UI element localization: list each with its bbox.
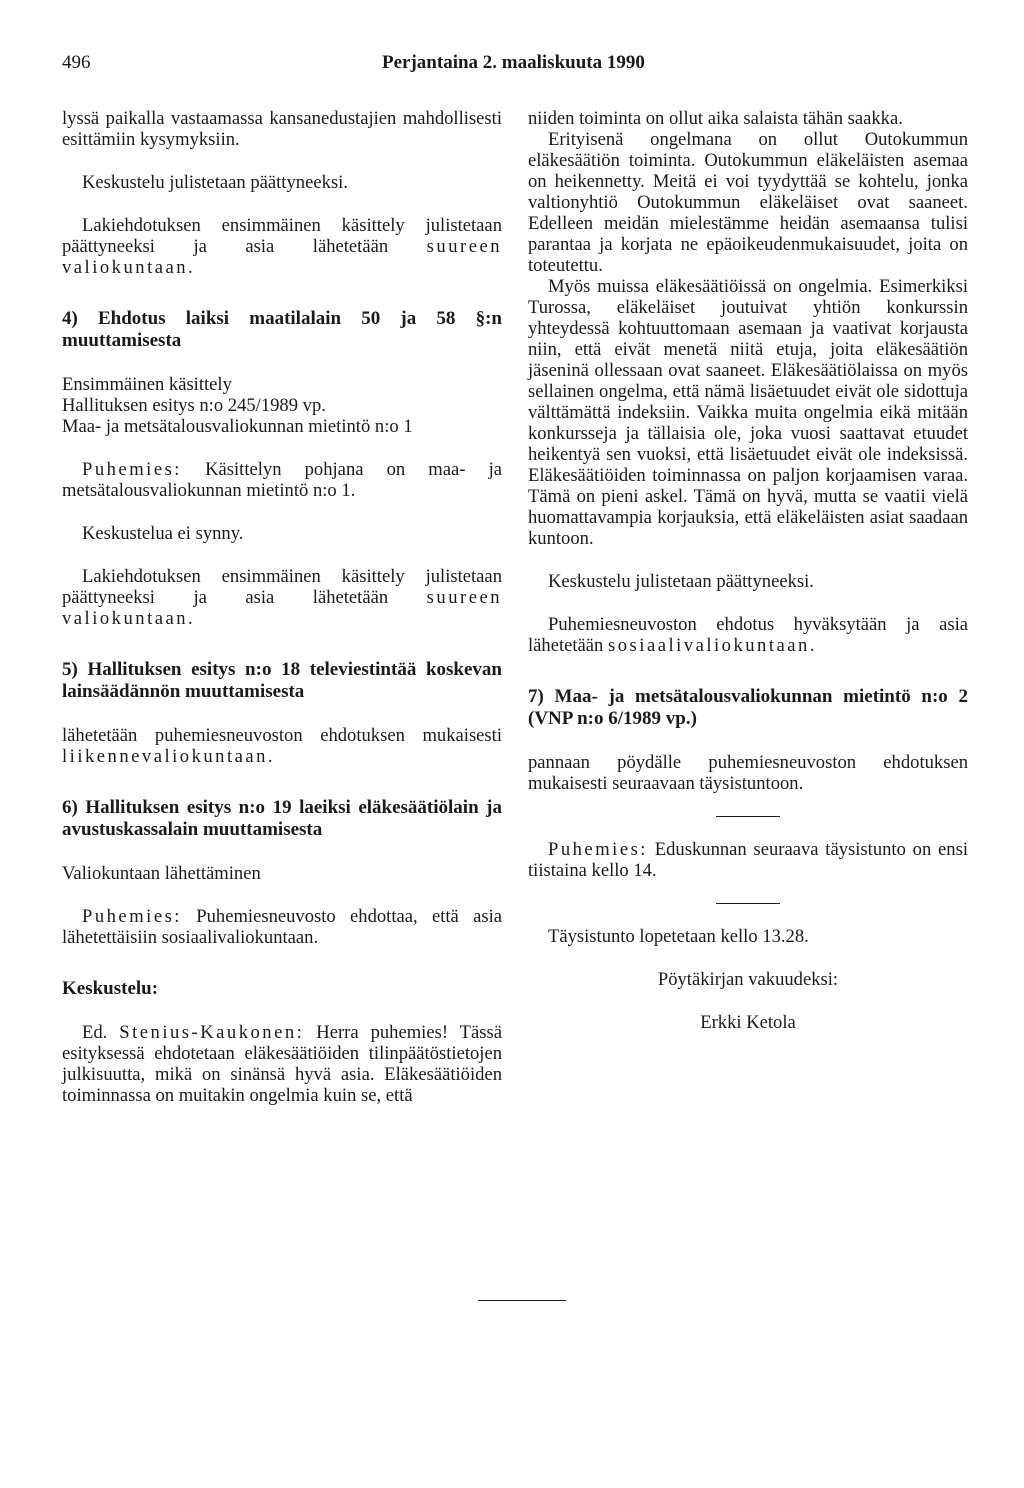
page-header [62, 52, 968, 82]
text-line: Ensimmäinen käsittely [62, 374, 232, 395]
section-heading-5: 5) Hallituksen esitys n:o 18 televiestintää koskevan lainsäädännön muuttamisesta [62, 659, 502, 702]
paragraph: lyssä paikalla vastaamassa kansanedustajien mahdollisesti esittämiin kysymyksiin. [62, 108, 502, 150]
paragraph: Myös muissa eläkesäätiöissä on ongelmia. Esimerkiksi Turossa, eläkeläiset joutuivat yhtiön konkurssin yhteydessä kohtuuttomaan asemaan ja vaativat korjausta niin, että eivät menetä niitä etuja, joita eläkesäätiön jäseninä ollessaan ovat saaneet. Eläkesäätiölaissa on myös sellainen ongelma, että nämä lisäetuudet eivät ole sidottuja välttämättä indeksiin. Vaikka muita ongelmia eikä mitään konkursseja ja tällaisia ole, joka vuosi saattavat etuudet heikentyä sen vuoksi, että lisäetuudet eivät ole indeksissä. Eläkesäätiöiden toiminnassa on paljon korjaamisen varaa. Tämä on pieni askel. Tämä on hyvä, mutta se vaatii vielä huomattavampia korjauksia, että eläkeläisten asiat saadaan kuntoon. [528, 276, 968, 549]
paragraph: niiden toiminta on ollut aika salaista tähän saakka. [528, 108, 903, 129]
signatory-name: Erkki Ketola [700, 1012, 796, 1033]
page-title: Perjantaina 2. maaliskuuta 1990 [382, 52, 645, 73]
section-heading-7: 7) Maa- ja metsätalousvaliokunnan mietintö n:o 2 (VNP n:o 6/1989 vp.) [528, 686, 968, 729]
paragraph: pannaan pöydälle puhemiesneuvoston ehdotuksen mukaisesti seuraavaan täysistuntoon. [528, 752, 968, 794]
left-column [62, 108, 502, 1106]
paragraph: Puhemies: Käsittelyn pohjana on maa- ja metsätalousvaliokunnan mietintö n:o 1. [62, 459, 502, 501]
paragraph: Puhemiesneuvoston ehdotus hyväksytään ja asia lähetetään sosiaalivaliokuntaan. [528, 614, 968, 656]
paragraph: Puhemies: Eduskunnan seuraava täysistunto on ensi tiistaina kello 14. [528, 839, 968, 881]
speaker-name: Stenius-Kaukonen: [119, 1022, 305, 1043]
signature-line: Pöytäkirjan vakuudeksi: [657, 969, 839, 990]
paragraph: Keskustelu julistetaan päättyneeksi. [548, 571, 814, 592]
text-line: Hallituksen esitys n:o 245/1989 vp. [62, 395, 326, 416]
speech-paragraph: Ed. Stenius-Kaukonen: Herra puhemies! Tässä esityksessä ehdotetaan eläkesäätiöiden tilinpäätöstietojen julkisuutta, mikä on sinänsä hyvä asia. Eläkesäätiöiden toiminnassa on muitakin ongelmia kuin se, että [62, 1022, 502, 1106]
paragraph: Puhemies: Puhemiesneuvosto ehdottaa, että asia lähetettäisiin sosiaalivaliokuntaan. [62, 906, 502, 948]
text-line: Maa- ja metsätalousvaliokunnan mietintö n:o 1 [62, 416, 413, 437]
paragraph: Lakiehdotuksen ensimmäinen käsittely julistetaan päättyneeksi ja asia lähetetään suureen valiokuntaan. [62, 566, 502, 629]
paragraph: Keskustelua ei synny. [82, 523, 244, 544]
discussion-heading: Keskustelu: [62, 978, 159, 999]
page-number: 496 [62, 52, 91, 73]
paragraph: Lakiehdotuksen ensimmäinen käsittely julistetaan päättyneeksi ja asia lähetetään suureen valiokuntaan. [62, 215, 502, 278]
paragraph: Erityisenä ongelmana on ollut Outokummun eläkesäätiön toiminta. Outokummun eläkeläisten asemaa on heikennetty. Meitä ei voi tyydyttää se kohtelu, jonka valtionyhtiö Outokummun eläkeläiset ovat saaneet. Edelleen meidän mielestämme heidän asemaansa tulisi parantaa ja korjata ne epäoikeudenmukaisuudet, joita on toteutettu. [528, 129, 968, 276]
section-heading-6: 6) Hallituksen esitys n:o 19 laeiksi eläkesäätiölain ja avustuskassalain muuttamisesta [62, 797, 502, 840]
paragraph: lähetetään puhemiesneuvoston ehdotuksen mukaisesti liikennevaliokuntaan. [62, 725, 502, 767]
text-line: Valiokuntaan lähettäminen [62, 863, 261, 884]
paragraph: Keskustelu julistetaan päättyneeksi. [82, 172, 348, 193]
section-heading-4: 4) Ehdotus laiksi maatilalain 50 ja 58 §:n muuttamisesta [62, 308, 502, 351]
right-column [528, 108, 968, 1033]
page-end-rule [478, 1300, 566, 1301]
paragraph: Täysistunto lopetetaan kello 13.28. [548, 926, 809, 947]
